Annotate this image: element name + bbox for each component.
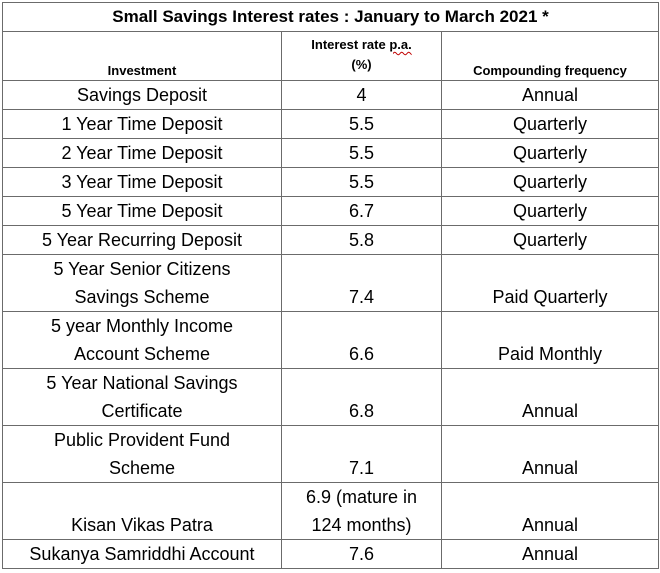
interest-rate-sheet	[2, 2, 658, 569]
header-investment: Investment	[3, 32, 282, 81]
table-row	[3, 81, 659, 110]
table-row	[3, 369, 659, 426]
table-row	[3, 139, 659, 168]
table-row	[3, 226, 659, 255]
header-row	[3, 32, 659, 81]
investment-name	[3, 255, 282, 312]
header-interest-rate	[282, 32, 442, 81]
compounding-frequency: Paid Quarterly	[442, 255, 659, 312]
header-rate-unit: (%)	[351, 57, 372, 72]
investment-name-line1: 5 year Monthly Income	[50, 316, 234, 336]
investment-name-line2: Savings Scheme	[74, 287, 210, 307]
investment-name: 5 Year Time Deposit	[3, 197, 282, 226]
compounding-frequency: Quarterly	[442, 168, 659, 197]
investment-name-line2: Certificate	[101, 401, 183, 421]
investment-name: 2 Year Time Deposit	[3, 139, 282, 168]
table-row	[3, 312, 659, 369]
compounding-frequency: Annual	[442, 369, 659, 426]
compounding-frequency: Quarterly	[442, 110, 659, 139]
compounding-frequency: Quarterly	[442, 226, 659, 255]
header-rate-pa: p.a.	[389, 37, 412, 52]
interest-rate: 6.7	[282, 197, 442, 226]
interest-rate: 5.5	[282, 168, 442, 197]
investment-name: 5 Year Recurring Deposit	[3, 226, 282, 255]
investment-name	[3, 426, 282, 483]
table-title: Small Savings Interest rates : January to March 2021 *	[3, 3, 659, 32]
header-compounding-frequency: Compounding frequency	[442, 32, 659, 81]
interest-rate: 6.8	[282, 369, 442, 426]
investment-name-line2: Account Scheme	[73, 344, 211, 364]
table-row	[3, 197, 659, 226]
table-row	[3, 426, 659, 483]
investment-name: Sukanya Samriddhi Account	[3, 540, 282, 569]
table-row	[3, 168, 659, 197]
investment-name: 1 Year Time Deposit	[3, 110, 282, 139]
compounding-frequency: Annual	[442, 81, 659, 110]
compounding-frequency: Annual	[442, 426, 659, 483]
savings-rates-table	[2, 2, 659, 569]
interest-rate: 7.4	[282, 255, 442, 312]
title-row	[3, 3, 659, 32]
interest-rate: 4	[282, 81, 442, 110]
interest-rate: 7.6	[282, 540, 442, 569]
interest-rate: 7.1	[282, 426, 442, 483]
interest-rate	[282, 483, 442, 540]
interest-rate: 6.6	[282, 312, 442, 369]
table-row	[3, 483, 659, 540]
investment-name-line2: Scheme	[108, 458, 176, 478]
interest-rate: 5.5	[282, 139, 442, 168]
compounding-frequency: Annual	[442, 483, 659, 540]
compounding-frequency: Quarterly	[442, 139, 659, 168]
header-rate-label: Interest rate	[311, 37, 386, 52]
investment-name: Savings Deposit	[3, 81, 282, 110]
interest-rate-line2: 124 months)	[311, 515, 412, 535]
compounding-frequency: Quarterly	[442, 197, 659, 226]
compounding-frequency: Paid Monthly	[442, 312, 659, 369]
table-row	[3, 540, 659, 569]
table-row	[3, 255, 659, 312]
investment-name	[3, 369, 282, 426]
investment-name: 3 Year Time Deposit	[3, 168, 282, 197]
investment-name	[3, 312, 282, 369]
table-row	[3, 110, 659, 139]
investment-name-line1: 5 Year Senior Citizens	[53, 259, 231, 279]
interest-rate-line1: 6.9 (mature in	[305, 487, 418, 507]
compounding-frequency: Annual	[442, 540, 659, 569]
interest-rate: 5.5	[282, 110, 442, 139]
investment-name: Kisan Vikas Patra	[3, 483, 282, 540]
investment-name-line1: 5 Year National Savings	[46, 373, 238, 393]
interest-rate: 5.8	[282, 226, 442, 255]
investment-name-line1: Public Provident Fund	[53, 430, 231, 450]
